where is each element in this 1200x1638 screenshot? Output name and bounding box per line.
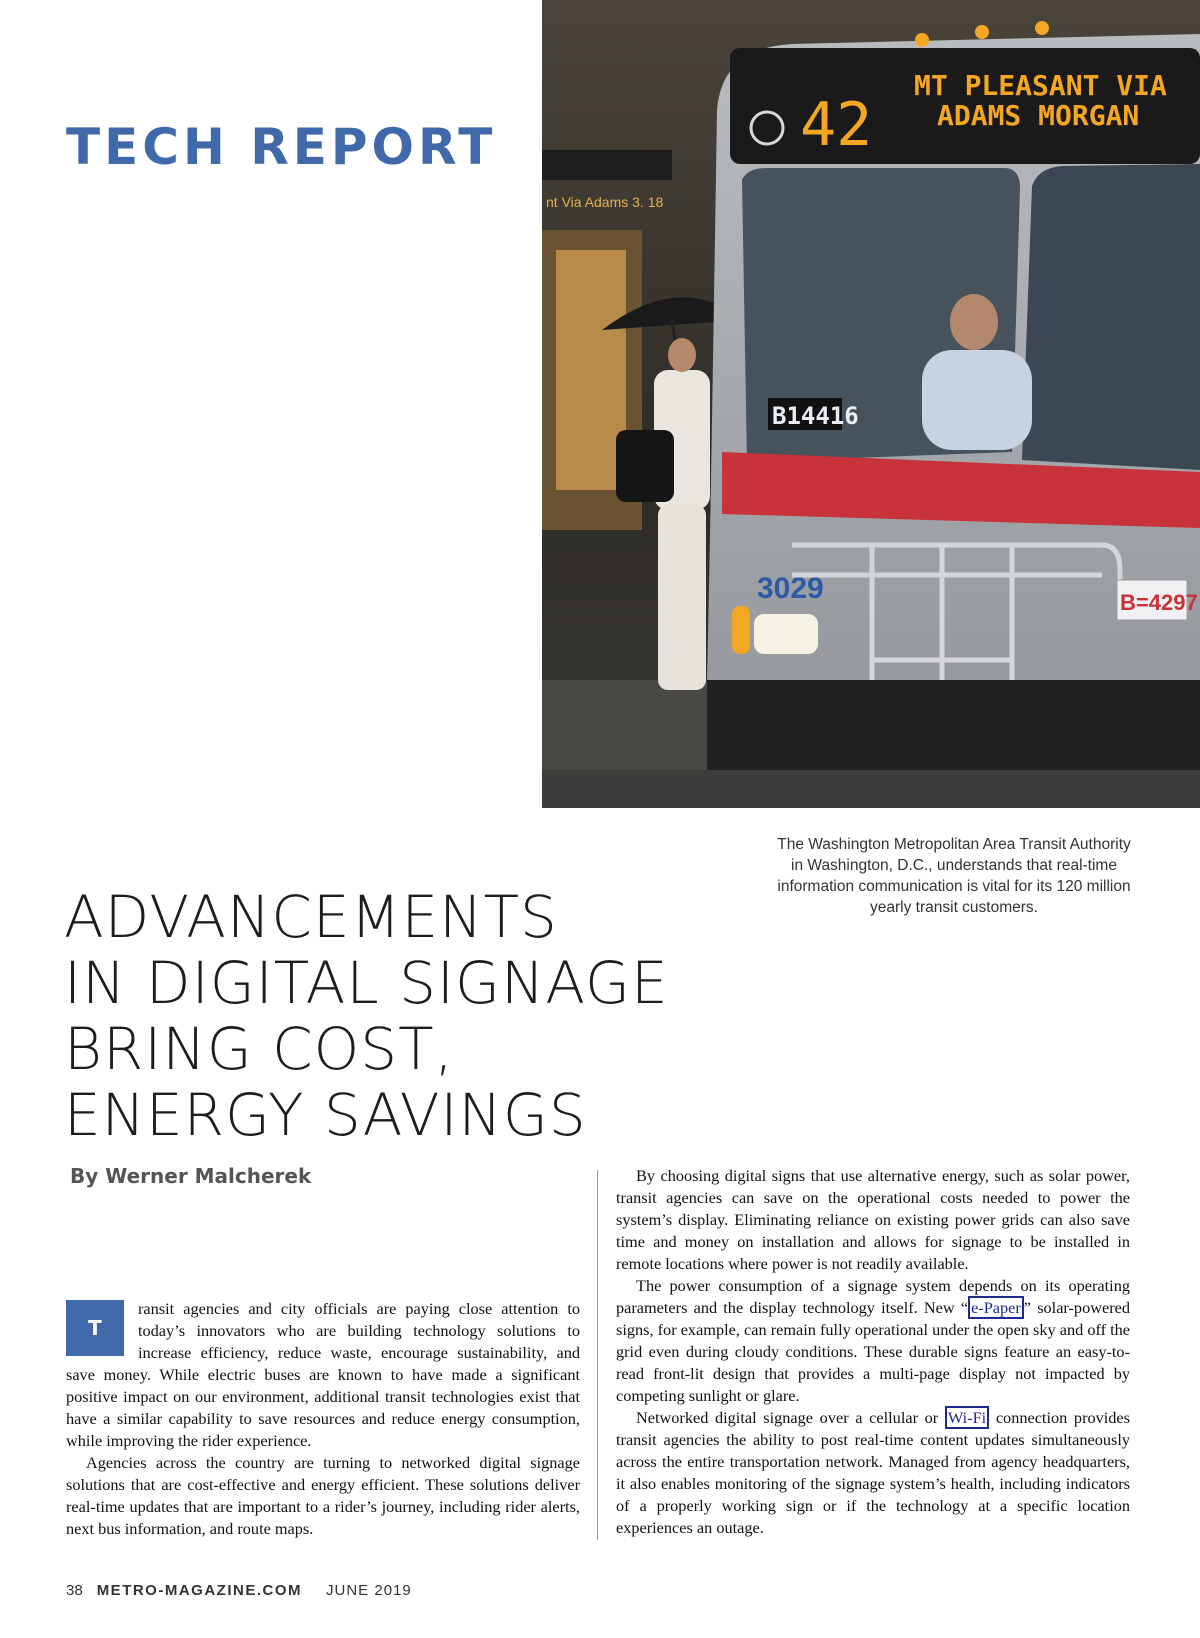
headline-line: ENERGY SAVINGS	[64, 1081, 587, 1149]
paragraph: By choosing digital signs that use alternative energy, such as solar power, transit agencies can save on the operational costs needed to power the system’s display. Eliminating reliance on existing power grids can also save time and money on installation and allows for signage to be installed in remote locations where power is not readily available.	[616, 1166, 1130, 1273]
footer-site: METRO-MAGAZINE.COM	[96, 1582, 303, 1599]
epaper-term-link[interactable]: e-Paper	[968, 1296, 1024, 1319]
dropcap: T	[66, 1300, 124, 1356]
photo-caption: The Washington Metropolitan Area Transit Authority in Washington, D.C., understands that real-time information communication is vital for its 120 million yearly transit customers.	[777, 836, 1131, 916]
paragraph-text: ” solar-powered signs, for example, can remain fully operational under the open sky and off the grid even during cloudy conditions. These durable signs feature an easy-to-read front-lit design that provides a multi-page display not impacted by competing sunlight or glare.	[616, 1298, 1130, 1405]
page-number: 38	[66, 1582, 83, 1599]
column-divider	[597, 1170, 598, 1540]
wifi-term-link[interactable]: Wi-Fi	[945, 1406, 989, 1429]
bus-fleet-number: 3029	[757, 572, 824, 605]
article-headline	[64, 884, 704, 1148]
paragraph-text: ransit agencies and city officials are paying close attention to today’s innovators who are building technology solutions to increase efficiency, reduce waste, encourage sustainability, and save money. While electric buses are known to have made a significant positive impact on our environment, additional transit technologies exist that have a similar capability to save resources and reduce energy consumption, while improving the rider experience.	[66, 1299, 580, 1450]
bus-bumper	[707, 680, 1200, 770]
bus-headlight	[754, 614, 818, 654]
footer-date: JUNE 2019	[326, 1582, 412, 1599]
headline-line: ADVANCEMENTS	[64, 883, 558, 951]
paragraph	[66, 1298, 580, 1452]
bus-license-plate: B=4297	[1120, 590, 1198, 615]
paragraph-text: The power consumption of a signage system depends on its operating parameters and the display technology itself. New “	[616, 1276, 1130, 1317]
paragraph	[616, 1275, 1130, 1407]
bus-windshield-right	[1022, 164, 1200, 470]
left-column	[66, 1298, 580, 1540]
page-footer	[66, 1582, 412, 1599]
headline-line: BRING COST,	[64, 1015, 454, 1083]
paragraph: Agencies across the country are turning to networked digital signage solutions that are cost-effective and energy efficient. These solutions deliver real-time updates that are important to a rider’s journey, including rider alerts, next bus information, and route maps.	[66, 1453, 580, 1538]
destination-line-1: MT PLEASANT VIA	[914, 69, 1167, 102]
bus-front-sign: B14416	[772, 402, 859, 430]
right-column	[616, 1165, 1130, 1539]
byline: By Werner Malcherek	[70, 1164, 312, 1188]
driver-figure	[922, 350, 1032, 450]
paragraph	[616, 1407, 1130, 1539]
headline-line: IN DIGITAL SIGNAGE	[64, 949, 669, 1017]
section-label: TECH REPORT	[66, 118, 497, 176]
shelter-sign-text: nt Via Adams 3. 18	[546, 194, 664, 210]
paragraph-text: Networked digital signage over a cellular or	[636, 1408, 945, 1427]
route-number: 42	[800, 90, 873, 160]
destination-line-2: ADAMS MORGAN	[937, 99, 1140, 132]
bus-photo	[542, 0, 1200, 808]
paragraph-text: connection provides transit agencies the ability to post real-time content updates simultaneously across the entire transportation network. Managed from agency headquarters, it also enables monitoring of the signage system’s health, including indicators of a properly working sign or if the technology at a specific location experiences an outage.	[616, 1408, 1130, 1537]
